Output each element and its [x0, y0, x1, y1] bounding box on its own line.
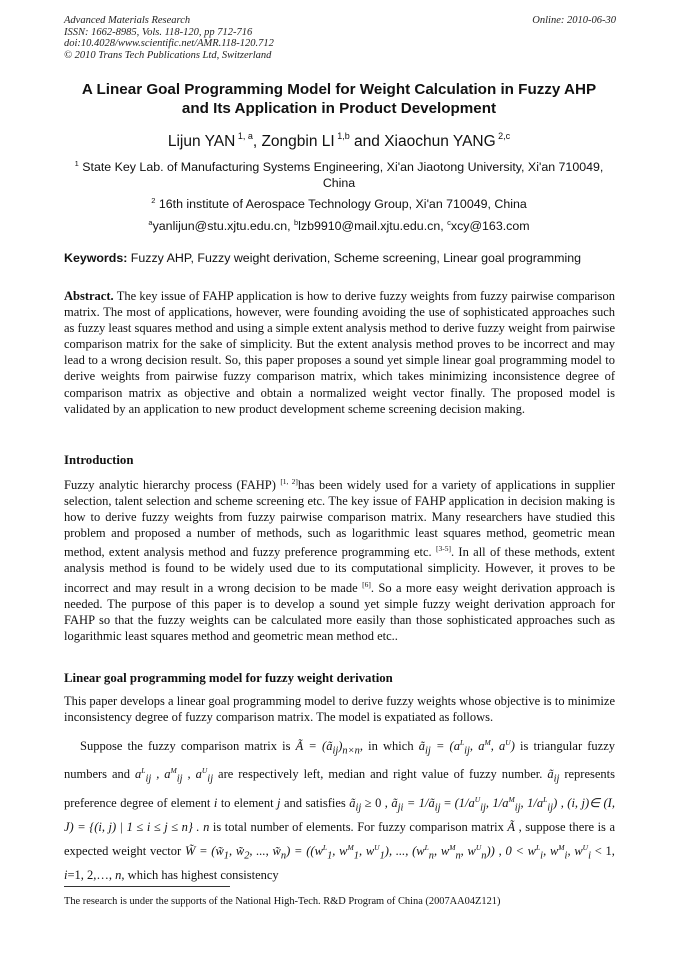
a-tilde-ij: $ã_{ij}$ [547, 767, 560, 785]
s2-text-r: is total number of elements. For fuzzy comparison matrix [209, 819, 508, 834]
author-sep-1: , [252, 133, 262, 150]
s2-text-z2: =1, 2,…, [67, 867, 116, 882]
s2-text-t: , suppose there is a expected weight vector [64, 819, 615, 858]
journal-doi: doi:10.4028/www.scientific.net/AMR.118-120.712 [64, 38, 274, 50]
email-a-sup: a [148, 218, 153, 227]
intro-text-1: Fuzzy analytic hierarchy process (FAHP) [64, 478, 281, 492]
abstract [64, 288, 615, 417]
title-line-2: and Its Application in Product Development [181, 100, 497, 117]
section-2-paragraph-1: This paper develops a linear goal programming model to derive fuzzy weights whose objective is to minimize inconsistency degree of fuzzy comparison matrix. The model is expatiated as follows. [64, 694, 615, 725]
s2-text-g: and satisfies [280, 795, 350, 810]
journal-copyright: © 2010 Trans Tech Publications Ltd, Switzerland [64, 49, 272, 61]
s2-text-z4: , which has highest consistency [121, 867, 279, 882]
author-3: Xiaochun YANG [384, 133, 496, 150]
email-c: xcy@163.com [450, 219, 530, 233]
author-sep-2: and [349, 133, 385, 150]
section-2-heading: Linear goal programming model for fuzzy weight derivation [64, 671, 393, 685]
journal-issn: ISSN: 1662-8985, Vols. 118-120, pp 712-716 [64, 26, 253, 38]
s2-text-k: = 1/ [403, 795, 429, 810]
matrix-A-def: Ã = $(ã_{ij})_{n\times n}$ [295, 739, 360, 757]
s2-text-l: = [440, 795, 452, 810]
s2-text-e: represents preference degree of element [64, 767, 616, 810]
index-i: i [64, 867, 68, 882]
s2-text-d: are respectively left, median and right value of fuzzy number. [213, 767, 548, 782]
intro-paragraph [64, 474, 615, 644]
n-var: n [203, 819, 210, 834]
affiliation-1 [70, 156, 608, 191]
s2-text-a: Suppose the fuzzy comparison matrix is [80, 739, 296, 753]
index-n: n [115, 867, 122, 882]
matrix-A: Ã [507, 819, 516, 834]
email-b-sup: b [293, 218, 299, 227]
journal-name: Advanced Materials Research [64, 15, 191, 26]
element-j: j [277, 795, 281, 810]
s2-text-f: to element [217, 795, 278, 810]
author-1: Lijun YAN [167, 133, 236, 150]
s2-text-h: ≥ 0 , [361, 795, 392, 810]
abstract-text: The key issue of FAHP application is how to derive fuzzy weights from fuzzy pairwise comparison matrix. The most of applications, however, were founding avoiding the use of sophisticated approaches such as fuzzy least squares method and using a simple extent analysis method to derive fuzzy weight from pairwise comparison matrix for the sake of simplicity. But the extent analysis method proves to be incorrect and may lead to a wrong decision result. So, this paper proposes a sound yet simple linear goal programming model to derive weights from pairwise fuzzy comparison matrix, which takes minimizing inconsistence degree of comparison matrix as objective and obtain a normalized weight vector finally. The proposed model is validated by an application to new product development scheme screening decision making. [64, 289, 615, 416]
ref-1-2: [1, 2] [280, 477, 298, 486]
footnote: The research is under the supports of the National High-Tech. R&D Program of China (2007AA04Z121) [64, 896, 501, 907]
a-tilde-ji: $ã_{ji}$ [391, 795, 404, 814]
fuzzy-number-def: $ã_{ij} = (a^L_{ij}$, $a^M$, $a^U$) [418, 738, 515, 757]
author-2-sup: 1,b [334, 131, 350, 141]
abstract-label: Abstract. [64, 289, 114, 303]
email-c-sup: c [447, 218, 451, 227]
keywords-label: Keywords: [64, 251, 128, 265]
ref-6: [6] [362, 579, 371, 589]
online-date: Online: 2010-06-30 [532, 15, 616, 26]
intro-text-4: . So a more easy weight derivation approach is needed. The purpose of this paper is to develop a sound yet simple fuzzy weight derivation approach for FAHP so that the fuzzy weights can be calculated more easily than those sophisticated approaches such as logarithmic least squares method and geometric mean method etc.. [64, 580, 615, 643]
element-i: i [213, 795, 218, 810]
affiliation-2-sup: 2 [151, 196, 156, 205]
email-a: yanlijun@stu.xjtu.edu.cn, [152, 219, 294, 233]
s2-text-y: < 1, [591, 843, 615, 858]
affiliation-2 [70, 193, 608, 213]
footnote-rule [64, 886, 230, 887]
intro-heading: Introduction [64, 453, 134, 467]
intro-text-2: has been widely used for a variety of applications in supplier selection, talent selection and scheme screening etc. The key issue of FAHP application in decision making is how to derive fuzzy weights from fuzzy pairwise comparison matrix. Many researchers have studied this problem and proposed a number of methods, such as logarithmic least squares method, geometric mean method, extent analysis method and fuzzy preference programming etc. [64, 478, 616, 560]
author-2: Zongbin LI [261, 133, 335, 150]
affiliation-1-text: State Key Lab. of Manufacturing Systems Engineering, Xi'an Jiaotong University, Xi'an 710049, China [78, 160, 604, 190]
weight-vector: W̃ = ($w̃_1$, $w̃_2$, ..., $w̃_n$) [184, 843, 291, 862]
section-2-paragraph-2 [64, 733, 615, 886]
reciprocal-def: ($1/a^U_{ij}$, $1/a^M_{ij}$, $1/a^L_{ij}$) , (i, j)∈ (I, J) = {(i, j) | 1 ≤ i ≤ j ≤ n} . [64, 794, 615, 834]
affiliation-2-text: 16th institute of Aerospace Technology Group, Xi'an 710049, China [155, 197, 527, 211]
affiliation-1-sup: 1 [74, 159, 79, 168]
paper-title [40, 80, 638, 118]
keywords-text: Fuzzy AHP, Fuzzy weight derivation, Scheme screening, Linear goal programming [127, 251, 581, 265]
author-3-sup: 2,c [495, 131, 511, 141]
aL-aM-aU: $a^L_{ij}$ , $a^M_{ij}$ , $a^U_{ij}$ [135, 766, 214, 785]
a-tilde-ij-2: $ã_{ij}$ [349, 795, 362, 814]
title-line-1: A Linear Goal Programming Model for Weight Calculation in Fuzzy AHP [81, 81, 597, 98]
email-b: lzb9910@mail.xjtu.edu.cn, [298, 219, 448, 233]
journal-header [64, 15, 274, 61]
author-list [40, 131, 638, 151]
s2-text-b: , in which [359, 739, 419, 753]
a-tilde-ij-3: $ã_{ij}$ [428, 795, 441, 814]
keywords [64, 251, 624, 265]
author-1-sup: 1, a [235, 131, 253, 141]
intro-text-3: . In all of these methods, extent analysis method is found to be widely used due to its computational simplicity. However, it proves to be incorrect and may result in a wrong decision to be made [64, 545, 615, 595]
ref-3-5: [3-5] [435, 544, 451, 554]
email-list [70, 215, 608, 235]
s2-text-c: is triangular fuzzy numbers and [64, 739, 616, 782]
weight-components: = (($w^L_1$, $w^M_1$, $w^U_1$), ..., ($w^L_n$, $w^M_n$, $w^U_n$)) , $0 < w^L_i$, $w^M_i$, $w^U_i$ [294, 842, 591, 862]
